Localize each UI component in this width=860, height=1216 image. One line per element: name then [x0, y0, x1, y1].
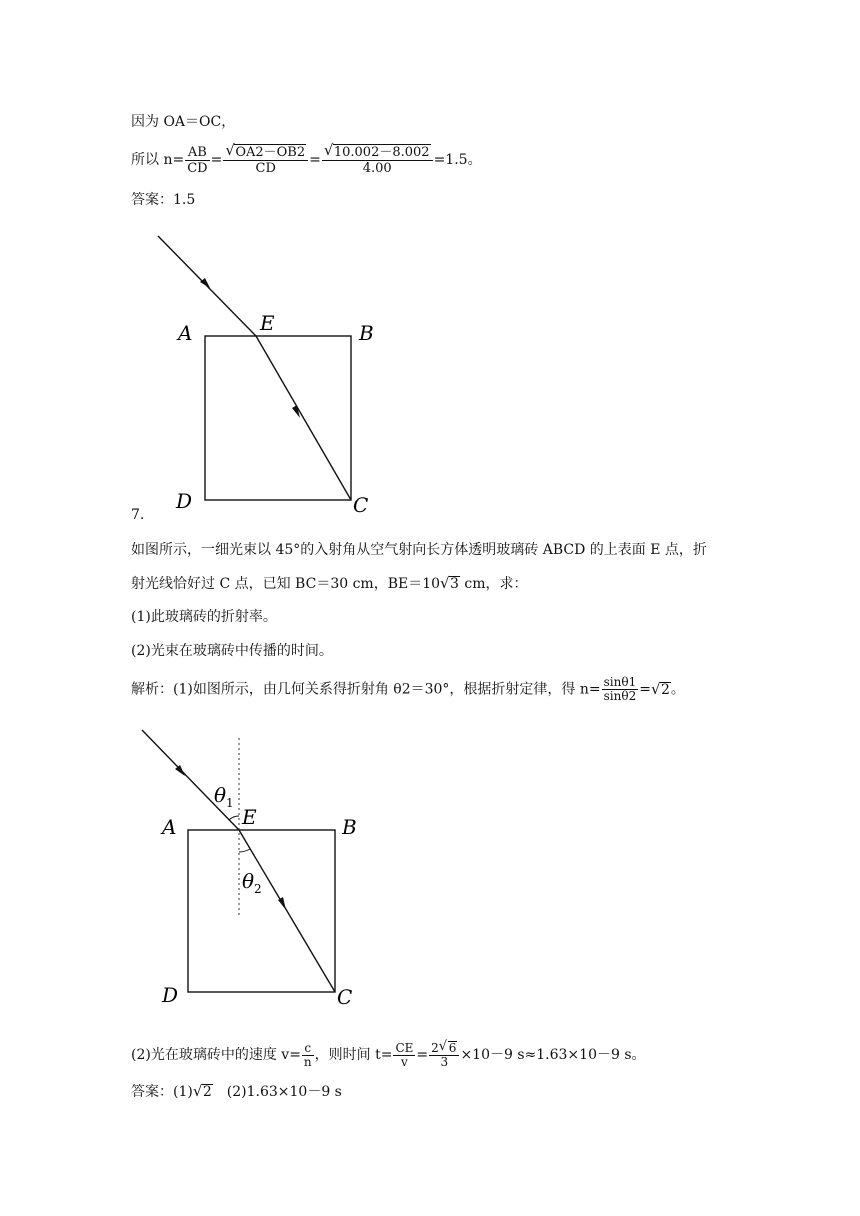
fraction-sin: [602, 676, 639, 703]
formula-prefix: 所以 n=: [131, 152, 185, 168]
figure-2-diagram: [138, 724, 378, 1014]
fraction-numerator: CE: [395, 1040, 414, 1055]
question-sub-1: (1)此玻璃砖的折射率。: [131, 609, 277, 625]
equals-sign: =: [416, 1047, 429, 1063]
label-d: D: [176, 489, 193, 513]
fraction-c-n: [302, 1042, 314, 1069]
text-span: (2)1.63×10－9 s: [212, 1084, 342, 1100]
text-span: cm，求：: [459, 576, 528, 592]
fraction-denominator: n: [303, 1054, 312, 1069]
equals-sign: =: [210, 152, 223, 168]
text-span: 。: [670, 681, 685, 698]
answer-1: 答案：1.5: [131, 192, 196, 208]
label-b: B: [342, 815, 357, 839]
answer-2: [131, 1082, 342, 1102]
label-b: B: [359, 321, 374, 345]
label-theta-2: $\theta_2$: [242, 869, 262, 896]
question-text-line-1: 如图所示，一细光束以 45°的入射角从空气射向长方体透明玻璃砖 ABCD 的上表面 E 点，折: [131, 542, 707, 558]
arrow-head-icon: [292, 405, 300, 418]
fraction-denominator: CD: [255, 161, 276, 176]
angle-arc-2: [239, 849, 250, 852]
radicand: 10.002－8.002: [333, 145, 430, 160]
fraction-denominator: v: [401, 1054, 408, 1069]
radicand: OA2－OB2: [235, 145, 306, 160]
sqrt-6: √ 6: [438, 1039, 457, 1055]
text-line-oa-oc: 因为 OA＝OC，: [131, 114, 236, 130]
text-span: ×10－9 s≈1.63×10－9 s。: [460, 1047, 646, 1063]
text-span: 答案：(1): [131, 1084, 193, 1100]
question-sub-2: (2)光束在玻璃砖中传播的时间。: [131, 643, 333, 659]
radicand: 3: [450, 576, 459, 592]
fraction-numerator: sinθ1: [603, 675, 637, 689]
fraction-denominator: 4.00: [362, 161, 392, 176]
sqrt-2: √ 2: [650, 679, 670, 698]
text-span: 解析：(1)如图所示，由几何关系得折射角 θ2＝30°，根据折射定律，得 n=: [131, 681, 601, 698]
label-a: A: [162, 815, 177, 839]
fraction-denominator: 3: [440, 1055, 449, 1069]
fraction-numerator: c: [302, 1042, 314, 1056]
formula-refractive-index: [131, 141, 482, 176]
formula-suffix: =1.5。: [433, 152, 482, 168]
label-c: C: [337, 985, 353, 1009]
solution-part-1: [131, 676, 685, 703]
fraction-denominator: sinθ2: [603, 689, 637, 703]
figure-1-diagram: [150, 228, 390, 520]
question-text-line-2: [131, 574, 528, 594]
text-span: 射光线恰好过 C 点，已知 BC＝30 cm，BE＝10: [131, 576, 441, 592]
sqrt-3: √ 3: [440, 574, 459, 592]
text-span: ，则时间 t=: [314, 1047, 393, 1063]
radicand: 2: [660, 681, 670, 698]
fraction-numerator: AB: [185, 145, 209, 161]
fraction-sqrt-values: [322, 141, 433, 176]
sqrt-expression: √ 10.002－8.002: [323, 141, 430, 160]
fraction-ce-v: [393, 1042, 415, 1069]
arrow-head-icon: [175, 765, 185, 776]
sqrt-2: √ 2: [192, 1082, 212, 1100]
label-d: D: [162, 983, 179, 1007]
label-c: C: [353, 493, 369, 517]
sqrt-expression: √ OA2－OB2: [225, 141, 306, 160]
equals-sign: =: [309, 152, 321, 168]
radicand: 6: [448, 1041, 457, 1055]
text-span: (2)光在玻璃砖中的速度 v=: [131, 1047, 301, 1063]
solution-part-2: [131, 1041, 646, 1069]
question-number: 7.: [131, 507, 145, 523]
fraction-ab-cd: [185, 145, 209, 176]
radicand: 2: [202, 1084, 212, 1100]
label-theta-1: $\theta_1$: [214, 783, 234, 810]
label-a: A: [178, 321, 193, 345]
fraction-sqrt-oa-ob: [223, 141, 308, 176]
coefficient: 2: [431, 1041, 439, 1055]
fraction-denominator: CD: [187, 160, 208, 176]
equals-sign: =: [639, 681, 651, 698]
label-e: E: [242, 805, 257, 829]
label-e: E: [260, 311, 275, 335]
fraction-2sqrt6-3: [429, 1041, 459, 1069]
angle-arc-1: [229, 816, 239, 820]
